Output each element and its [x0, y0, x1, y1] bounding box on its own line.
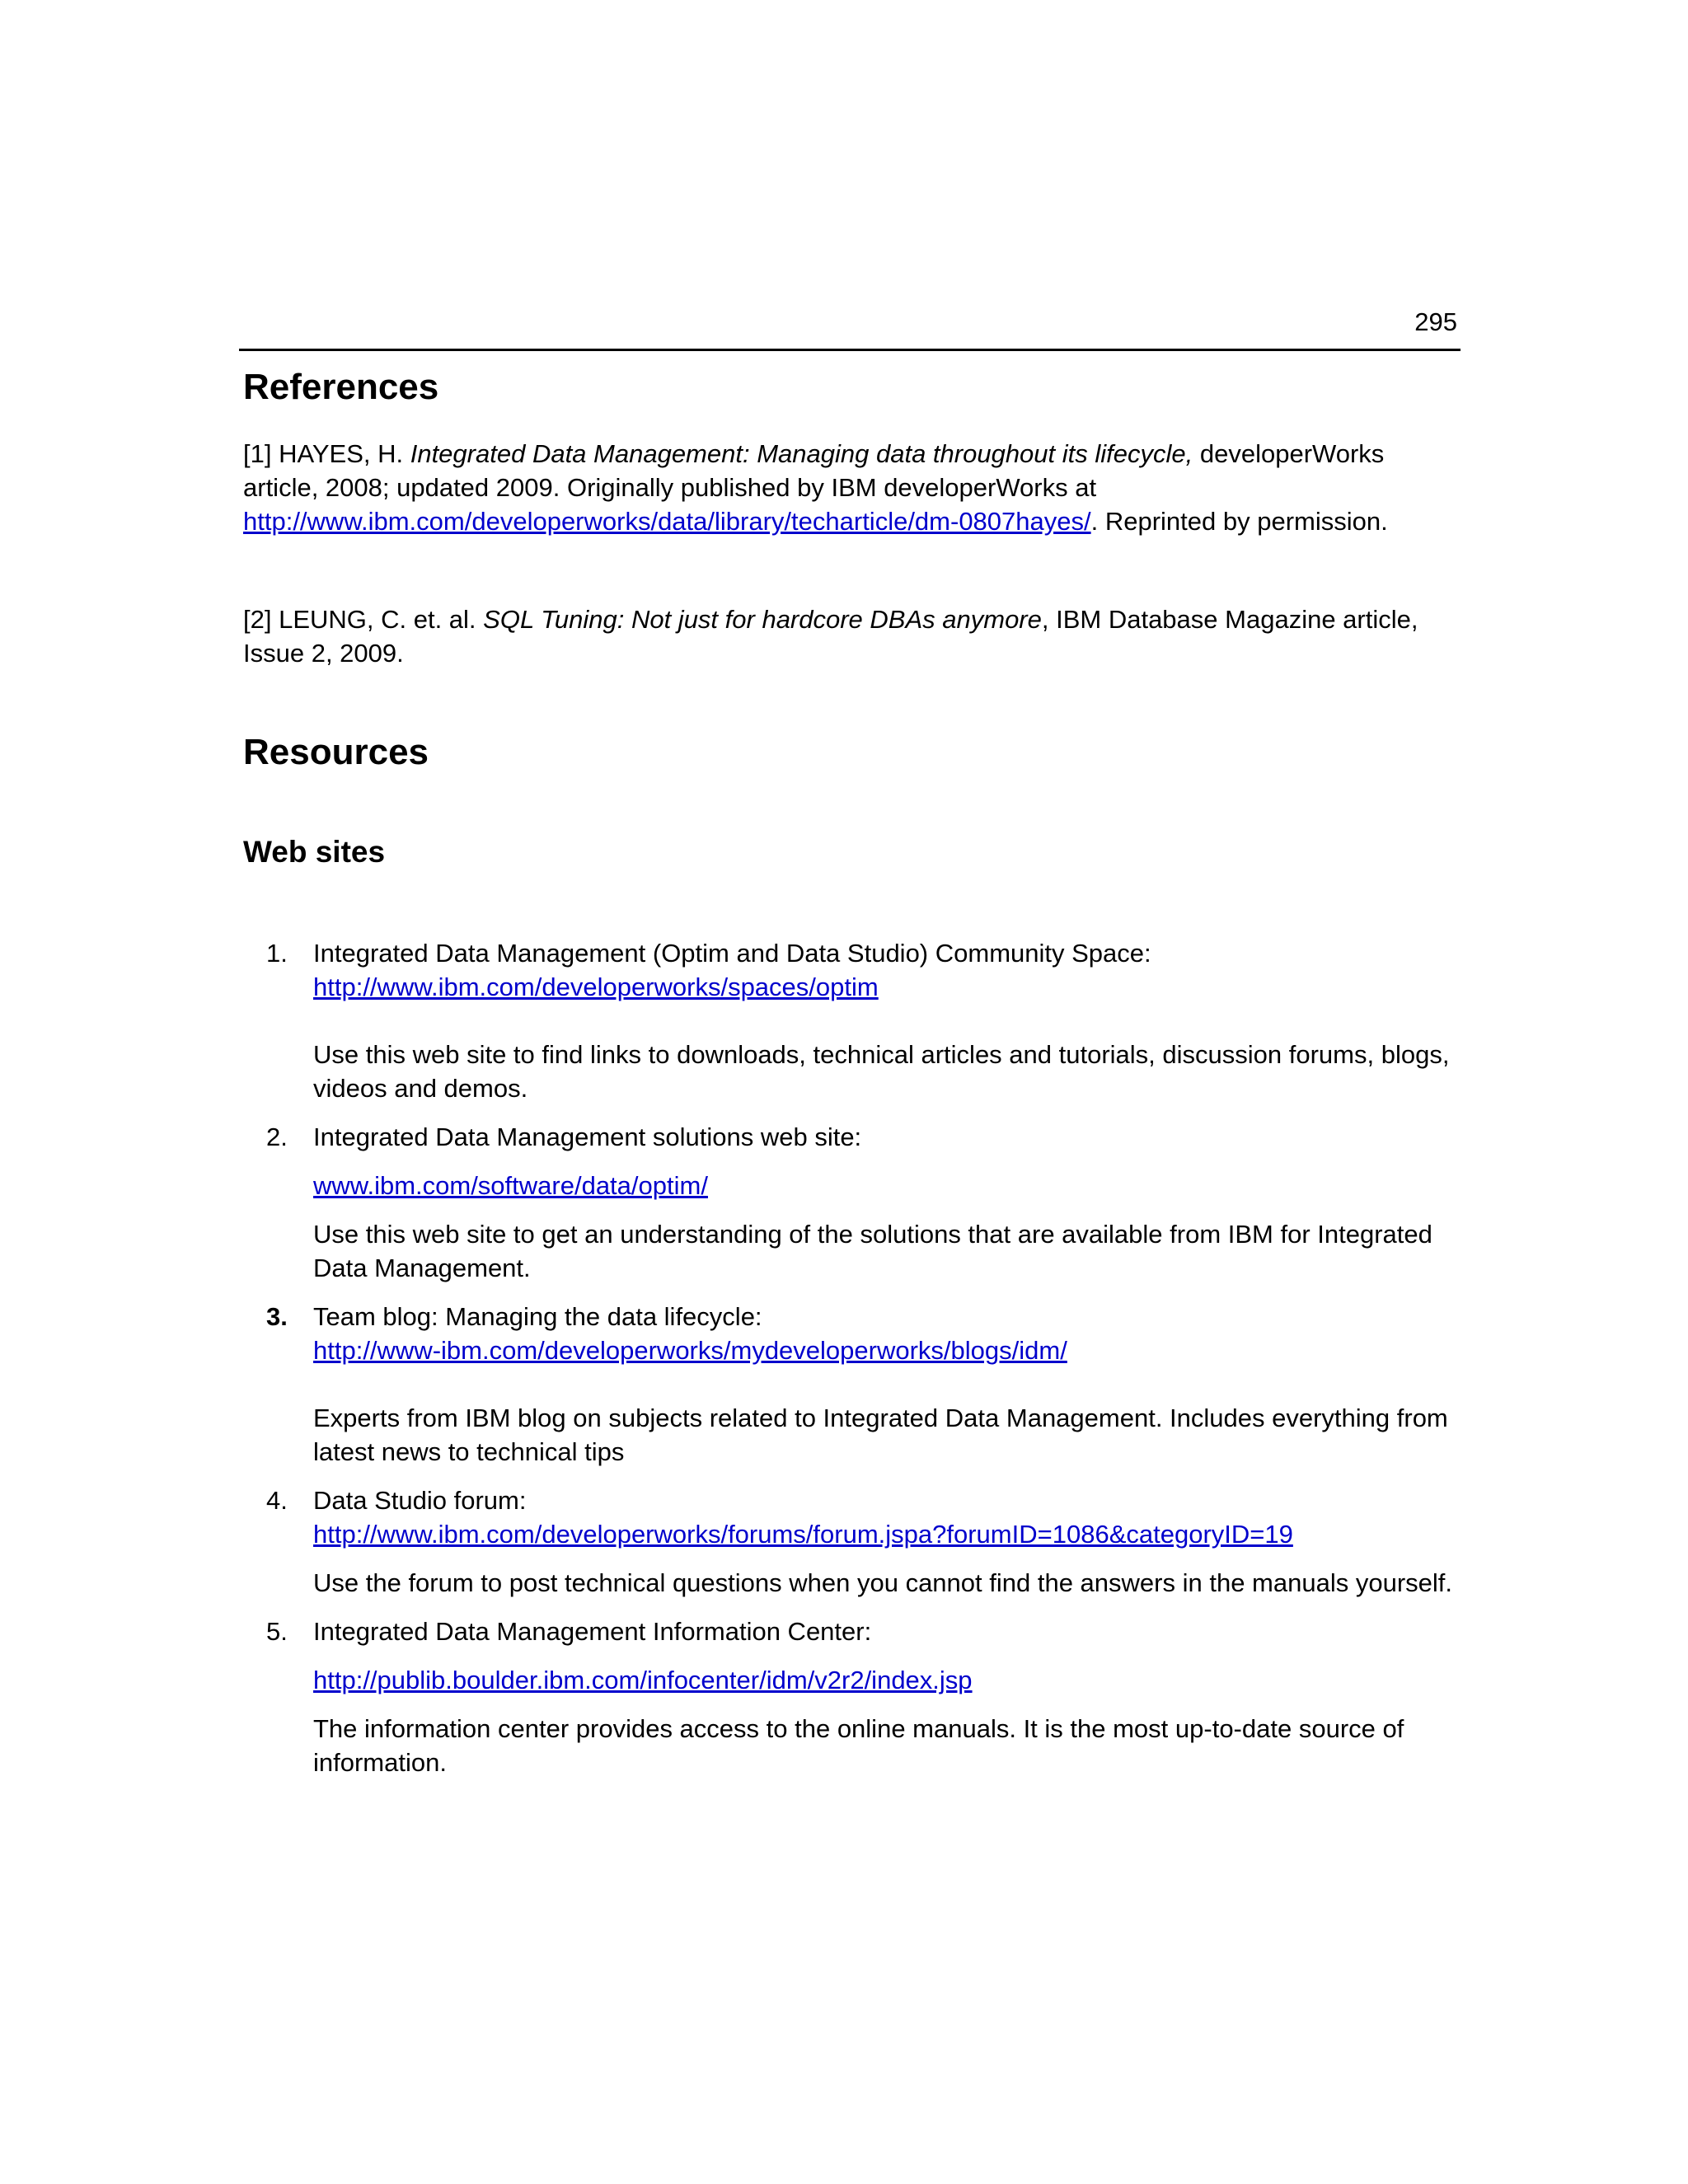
list-item-description: Use this web site to find links to downloads, technical articles and tutorials, discussion forums, blogs, videos and demos.	[313, 1040, 1450, 1103]
list-item-description: The information center provides access to the online manuals. It is the most up-to-date source of information.	[313, 1714, 1404, 1777]
reference-1-prefix: [1] HAYES, H.	[243, 439, 410, 468]
list-item	[243, 1615, 1459, 1779]
list-item-number: 2.	[266, 1122, 288, 1151]
list-item-description: Use this web site to get an understanding of the solutions that are available from IBM for Integrated Data Management.	[313, 1220, 1432, 1282]
header-rule	[239, 349, 1461, 351]
list-item-link[interactable]: http://publib.boulder.ibm.com/infocenter/idm/v2r2/index.jsp	[313, 1666, 973, 1694]
list-item-number: 3.	[266, 1302, 288, 1331]
references-heading: References	[243, 367, 439, 407]
page-content	[243, 363, 1459, 1779]
list-item	[243, 1483, 1459, 1600]
reference-1-details: developerWorks article, 2008; updated 2009. Originally published by IBM developerWorks at	[243, 439, 1385, 502]
list-item-number: 4.	[266, 1486, 288, 1515]
reference-1	[243, 437, 1459, 538]
list-item-description: Use the forum to post technical questions when you cannot find the answers in the manuals yourself.	[313, 1568, 1452, 1597]
websites-heading: Web sites	[243, 835, 386, 869]
list-item-link[interactable]: http://www.ibm.com/developerworks/forums/forum.jspa?forumID=1086&categoryID=19	[313, 1520, 1293, 1549]
list-item-number: 5.	[266, 1617, 288, 1646]
list-item-link[interactable]: http://www.ibm.com/developerworks/spaces/optim	[313, 972, 879, 1001]
list-item-title: Integrated Data Management Information Center:	[313, 1617, 872, 1646]
reference-1-suffix: . Reprinted by permission.	[1090, 507, 1388, 536]
list-item-title: Integrated Data Management solutions web site:	[313, 1122, 862, 1151]
list-item-number: 1.	[266, 939, 288, 968]
list-item-description: Experts from IBM blog on subjects related to Integrated Data Management. Includes everything from latest news to technical tips	[313, 1404, 1448, 1466]
list-item	[243, 1120, 1459, 1285]
list-item-title: Team blog: Managing the data lifecycle:	[313, 1302, 762, 1331]
list-item	[243, 936, 1459, 1105]
reference-1-link[interactable]: http://www.ibm.com/developerworks/data/library/techarticle/dm-0807hayes/	[243, 507, 1091, 536]
reference-2	[243, 602, 1459, 670]
reference-1-title: Integrated Data Management: Managing data throughout its lifecycle,	[410, 439, 1193, 468]
reference-2-prefix: [2] LEUNG, C. et. al.	[243, 605, 484, 634]
list-item-title: Integrated Data Management (Optim and Data Studio) Community Space:	[313, 939, 1151, 968]
list-item-link[interactable]: www.ibm.com/software/data/optim/	[313, 1171, 708, 1200]
resources-heading: Resources	[243, 732, 429, 772]
reference-2-title: SQL Tuning: Not just for hardcore DBAs anymore	[483, 605, 1042, 634]
page-number: 295	[1414, 307, 1457, 336]
websites-list	[243, 936, 1459, 1779]
reference-2-details: , IBM Database Magazine article, Issue 2, 2009.	[243, 605, 1418, 668]
list-item-title: Data Studio forum:	[313, 1486, 527, 1515]
list-item-link[interactable]: http://www-ibm.com/developerworks/mydeveloperworks/blogs/idm/	[313, 1336, 1067, 1365]
list-item	[243, 1300, 1459, 1469]
